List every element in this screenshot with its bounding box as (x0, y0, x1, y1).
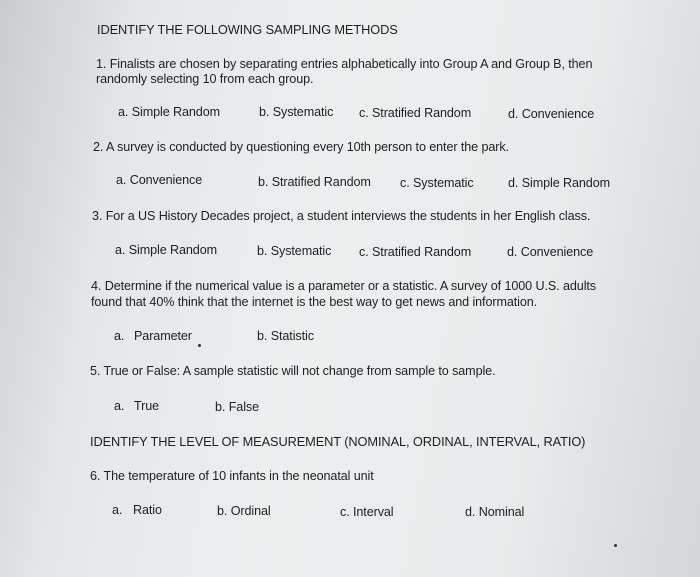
question-2-prompt: 2. A survey is conducted by questioning every 10th person to enter the park. (93, 140, 509, 154)
question-5-prompt: 5. True or False: A sample statistic will not change from sample to sample. (90, 364, 496, 378)
question-4-prompt-line-2: found that 40% think that the internet is the best way to get news and information. (91, 295, 538, 309)
question-4-option-a-marker: a. (114, 329, 125, 343)
question-4-option-b: b. Statistic (257, 329, 314, 343)
question-5-option-b: b. False (215, 400, 259, 414)
section-heading-measurement: IDENTIFY THE LEVEL OF MEASUREMENT (NOMINAL, ORDINAL, INTERVAL, RATIO) (90, 434, 586, 449)
question-6-option-d: d. Nominal (465, 505, 525, 519)
question-3-option-c: c. Stratified Random (359, 245, 472, 259)
question-1-option-d: d. Convenience (508, 107, 595, 121)
question-2-option-d: d. Simple Random (508, 176, 610, 190)
question-3-option-b: b. Systematic (257, 244, 332, 258)
question-2-option-a: a. Convenience (116, 173, 203, 187)
question-4-option-a-text: Parameter (134, 329, 192, 343)
question-1-option-a: a. Simple Random (118, 105, 220, 119)
question-1-option-b: b. Systematic (259, 105, 334, 119)
question-3-prompt: 3. For a US History Decades project, a student interviews the students in her English class. (92, 209, 591, 223)
question-6-option-a-marker: a. (112, 503, 123, 517)
question-2-option-b: b. Stratified Random (258, 175, 371, 189)
question-2-option-c: c. Systematic (400, 176, 474, 190)
question-6-prompt: 6. The temperature of 10 infants in the neonatal unit (90, 469, 374, 483)
question-6-option-c: c. Interval (340, 505, 394, 519)
question-5-option-a-text: True (134, 399, 160, 413)
question-4-prompt-line-1: 4. Determine if the numerical value is a parameter or a statistic. A survey of 1000 U.S. adults (91, 279, 596, 293)
question-3-option-a: a. Simple Random (115, 243, 217, 257)
question-6-option-a-text: Ratio (133, 503, 162, 517)
question-6-option-b: b. Ordinal (217, 504, 271, 518)
question-3-option-d: d. Convenience (507, 245, 594, 259)
question-1-prompt-line-1: 1. Finalists are chosen by separating entries alphabetically into Group A and Group B, then (96, 57, 593, 71)
question-1-prompt-line-2: randomly selecting 10 from each group. (96, 72, 314, 86)
pen-mark-dot (198, 344, 201, 347)
section-heading-sampling: IDENTIFY THE FOLLOWING SAMPLING METHODS (97, 22, 398, 37)
question-5-option-a-marker: a. (114, 399, 125, 413)
question-1-option-c: c. Stratified Random (359, 106, 472, 120)
pen-mark-dot (614, 544, 617, 547)
